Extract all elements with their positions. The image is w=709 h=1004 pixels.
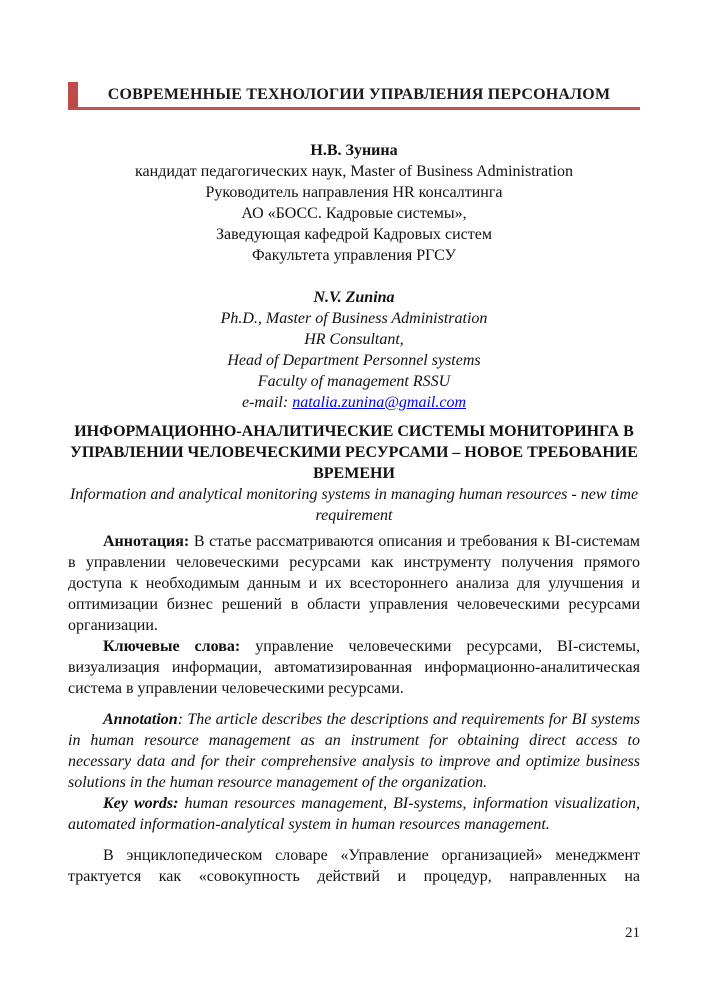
author-name-russian: Н.В. Зунина bbox=[310, 142, 398, 159]
author-credential-line: АО «БОСС. Кадровые системы», bbox=[241, 205, 467, 222]
article-title-english: Information and analytical monitoring systems in managing human resources - new time requirement bbox=[69, 486, 639, 524]
keywords-russian-text: управление человеческими ресурсами, BI-системы, визуализация информации, автоматизированная информационно-аналитическая система в управлении человеческими ресурсами. bbox=[68, 638, 641, 697]
author-credential-line: Руководитель направления HR консалтинга bbox=[205, 184, 503, 201]
keywords-russian bbox=[68, 636, 640, 699]
email-label: e-mail: bbox=[241, 394, 293, 411]
author-name-english: N.V. Zunina bbox=[313, 289, 395, 306]
abstract-russian-label: Аннотация: bbox=[103, 533, 190, 550]
author-credential-line: Ph.D., Master of Business Administration bbox=[220, 310, 488, 327]
author-credential-line: HR Consultant, bbox=[304, 331, 404, 348]
page-number: 21 bbox=[625, 925, 640, 941]
abstract-russian bbox=[68, 531, 640, 636]
author-credential-line: Заведующая кафедрой Кадровых систем bbox=[216, 226, 492, 243]
keywords-english-text: human resources management, BI-systems, information visualization, automated information-analytical system in human resources management. bbox=[68, 795, 641, 833]
author-credential-line: кандидат педагогических наук, Master of Business Administration bbox=[135, 163, 573, 180]
author-block-english bbox=[68, 287, 640, 413]
keywords-english-label: Key words: bbox=[103, 795, 179, 812]
abstract-english-text: : The article describes the descriptions and requirements for BI systems in human resource management as an instrument for obtaining direct access to necessary data and for their comprehensive analysis to improve and optimize business solutions in the human resource management of the organization. bbox=[68, 711, 640, 791]
author-credential-line: Faculty of management RSSU bbox=[257, 373, 451, 390]
author-credential-line: Факультета управления РГСУ bbox=[252, 247, 456, 264]
abstract-english bbox=[68, 709, 640, 793]
author-block-russian bbox=[68, 140, 640, 266]
page-content bbox=[68, 0, 640, 887]
abstract-english-label: Annotation bbox=[103, 711, 178, 728]
keywords-english bbox=[68, 793, 640, 835]
section-header-title: СОВРЕМЕННЫЕ ТЕХНОЛОГИИ УПРАВЛЕНИЯ ПЕРСОНАЛОМ bbox=[107, 86, 611, 103]
article-title-russian: ИНФОРМАЦИОННО-АНАЛИТИЧЕСКИЕ СИСТЕМЫ МОНИТОРИНГА В УПРАВЛЕНИИ ЧЕЛОВЕЧЕСКИМИ РЕСУРСАМИ – НОВОЕ ТРЕБОВАНИЕ ВРЕМЕНИ bbox=[70, 423, 638, 482]
keywords-russian-label: Ключевые слова: bbox=[103, 638, 241, 655]
email-line bbox=[68, 392, 640, 413]
section-header-band bbox=[68, 82, 640, 110]
author-credential-line: Head of Department Personnel systems bbox=[227, 352, 481, 369]
body-paragraph: В энциклопедическом словаре «Управление организацией» менеджмент трактуется как «совокупность действий и процедур, направленных на bbox=[68, 847, 640, 885]
email-link[interactable]: natalia.zunina@gmail.com bbox=[292, 394, 467, 411]
abstract-russian-text: В статье рассматриваются описания и требования к BI-системам в управлении человеческими ресурсами как инструменту получения прямого доступа к необходимым данным и их всестороннего анализа для улучшения и оптимизации бизнес решений в области управления человеческими ресурсами организации. bbox=[68, 533, 640, 634]
